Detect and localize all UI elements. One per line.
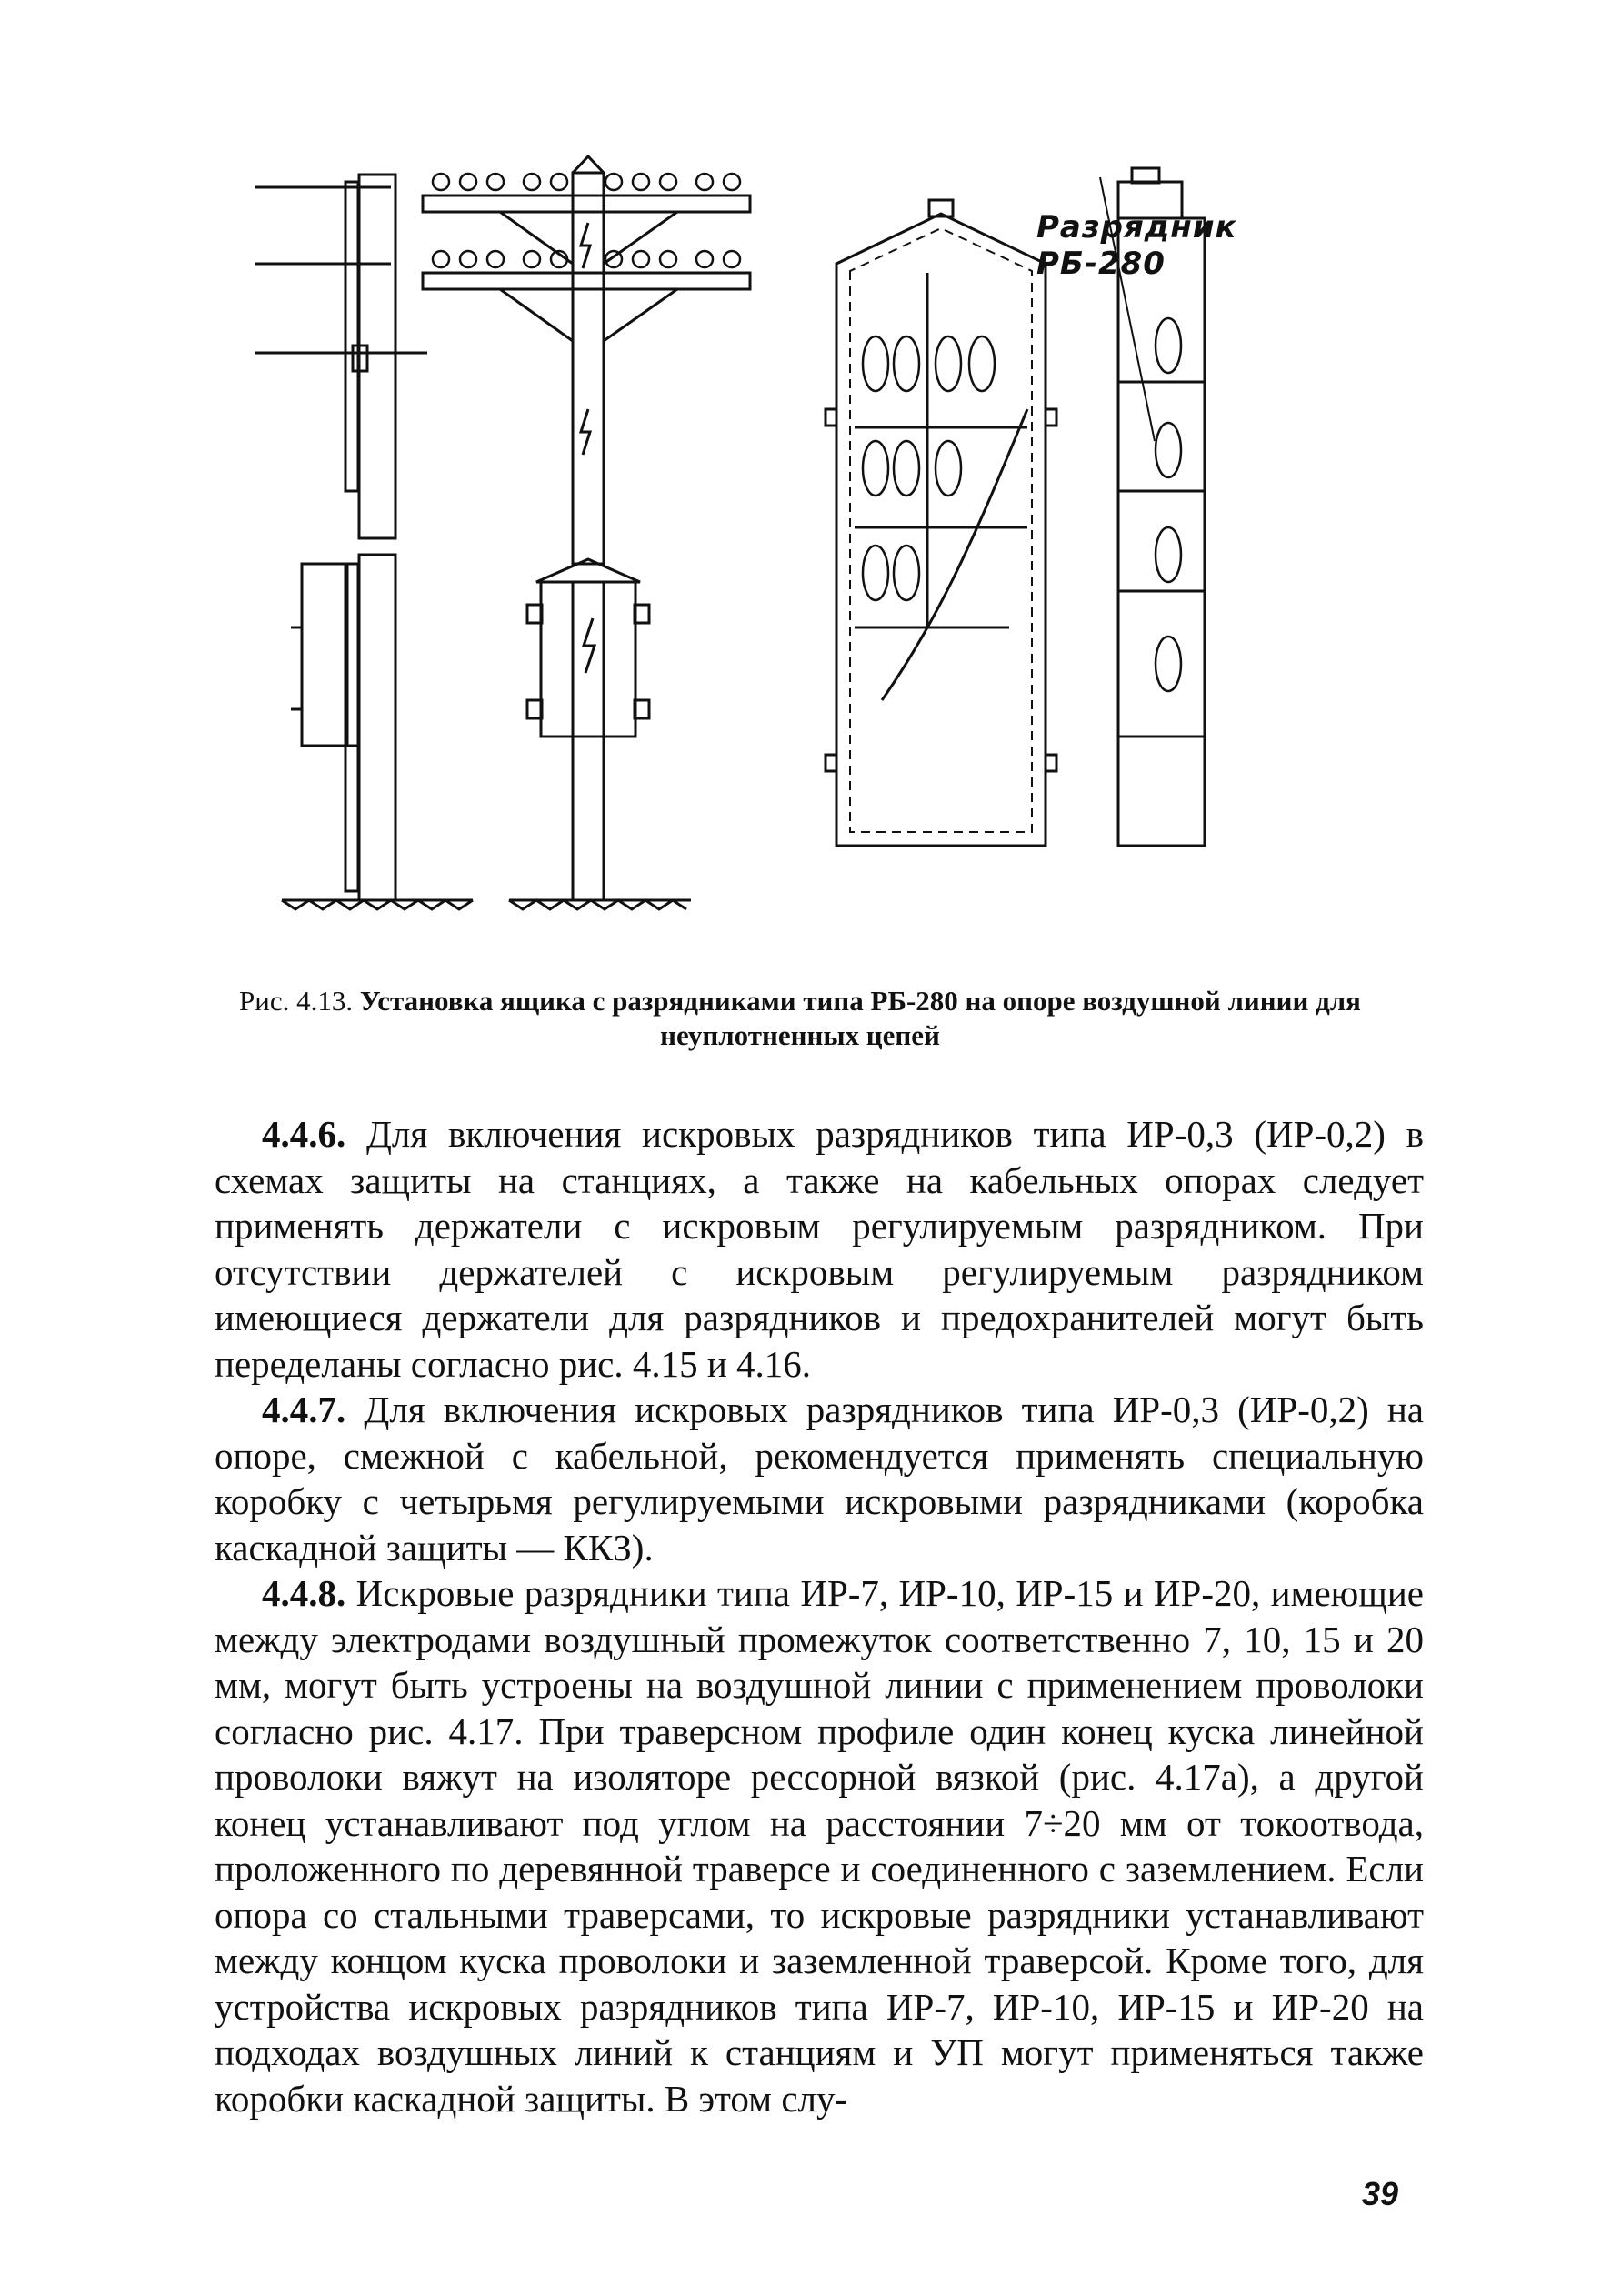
rb280-callout-label: Разрядник РБ-280: [1036, 209, 1237, 282]
paragraph-4-4-6: [215, 1111, 1424, 1387]
paragraph-text: Для включения искровых разрядников типа ИР-0,3 (ИР-0,2) в схемах защиты на станциях, а также на кабельных опорах следует применять держатели с искровым регулируемым разрядником. При отсутствии держателей с искровым регулируемым разрядником имеющиеся держатели для разрядников и предохранителей могут быть переделаны согласно рис. 4.15 и 4.16.: [215, 1113, 1425, 1385]
pole-side-view: [255, 175, 473, 909]
page-number: 39: [1362, 2175, 1399, 2212]
caption-text: Установка ящика с разрядниками типа РБ-280 на опоре воздушной линии для неуплотненных цепей: [359, 985, 1361, 1051]
paragraph-number: 4.4.8.: [262, 1572, 346, 1614]
caption-lead: Рис. 4.13.: [239, 985, 354, 1017]
figure-4-13: [255, 155, 1373, 955]
paragraph-text: Для включения искровых разрядников типа ИР-0,3 (ИР-0,2) на опоре, смежной с кабельной, рекомендуется применять специальную коробку с четырьмя регулируемыми искровыми разрядниками (коробка каскадной защиты — ККЗ).: [215, 1389, 1424, 1569]
paragraph-text: Искровые разрядники типа ИР-7, ИР-10, ИР-15 и ИР-20, имеющие между электродами воздушный промежуток соответственно 7, 10, 15 и 20 мм, могут быть устроены на воздушной линии с применением проволоки согласно рис. 4.17. При траверсном профиле один конец куска линейной проволоки вяжут на изоляторе рессорной вязкой (рис. 4.17а), а другой конец устанавливают под углом на расстоянии 7÷20 мм от токоотвода, проложенного по деревянной траверсе и соединенного с заземлением. Если опора со стальными траверсами, то искровые разрядники устанавливают между концом куска проволоки и заземленной траверсой. Кроме того, для устройства искровых разрядников типа ИР-7, ИР-10, ИР-15 и ИР-20 на подходах воздушных линий к станциям и УП могут применяться также коробки каскадной защиты. В этом слу-: [215, 1572, 1424, 2120]
paragraph-4-4-8: [215, 1570, 1424, 2121]
body-text: [215, 1111, 1424, 2121]
paragraph-4-4-7: [215, 1387, 1424, 1570]
paragraph-number: 4.4.7.: [262, 1389, 346, 1430]
paragraph-number: 4.4.6.: [262, 1113, 346, 1155]
pole-front-view: [423, 156, 750, 909]
rb280-cabinet-front: [826, 200, 1056, 846]
figure-caption: [182, 984, 1418, 1053]
